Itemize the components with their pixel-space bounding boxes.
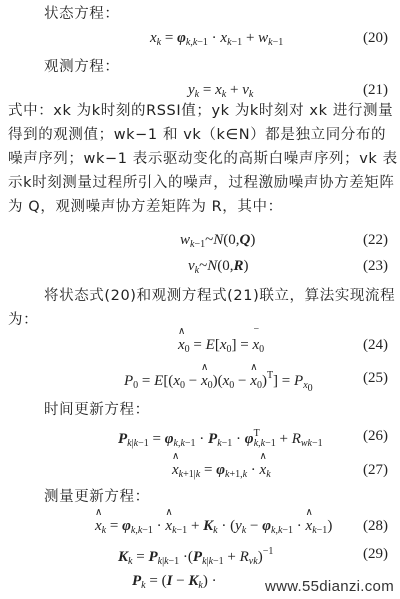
equation-25-formula: $P_0 = E[(x_0$ − ∧ $x_0)(x_0$ − ∧ $x_0)^T] = P_{x_0}$ bbox=[124, 370, 313, 394]
equation-27-number: (27) bbox=[363, 462, 388, 478]
equation-25-number: (25) bbox=[363, 370, 388, 386]
equation-23-number: (23) bbox=[363, 258, 388, 274]
heading-state-equation: 状态方程： bbox=[44, 6, 120, 22]
heading-observation-equation: 观测方程： bbox=[44, 59, 120, 75]
heading-time-update: 时间更新方程： bbox=[44, 402, 150, 418]
equation-21-formula: $y_k = x_k + v_k$ bbox=[188, 82, 254, 100]
definitions-paragraph: 式中：xk 为k时刻的RSSI值；yk 为k时刻对 xk 进行测量得到的观测值；wk−1 和 vk（k∈N）都是独立同分布的噪声序列；wk−1 表示驱动变化的高斯白噪声序列；vk 表示k时刻测量过程所引入的噪声，过程激励噪声协方差矩阵为 Q，观测噪声协方差矩阵为 R，其中： bbox=[8, 103, 398, 215]
equation-23 bbox=[0, 258, 400, 284]
equation-28-formula: ∧ $x_k = \varphi_{k,k-1}$ · ∧ $x_{k-1} + K_k \cdot (y_k - \varphi_{k,k-1}$ · ∧ $x_{k-1}$) bbox=[95, 518, 332, 536]
equation-20 bbox=[0, 30, 400, 56]
equation-20-number: (20) bbox=[363, 30, 388, 46]
equation-29-formula: $K_k = P_{k|k-1} \cdot(P_{k|k-1} + R_{vk})^{-1}$ bbox=[118, 546, 274, 567]
equation-20-formula: $x_k = \varphi_{k,k-1} \cdot x_{k-1} + w_{k-1}$ bbox=[150, 30, 284, 48]
equation-28 bbox=[0, 518, 400, 544]
equation-24-number: (24) bbox=[363, 337, 388, 353]
equation-26-formula: $P_{k|k-1} = \varphi_{k,k-1} \cdot P_{k-1} \cdot \varphi^T_{k,k-1} + R_{wk-1}$ bbox=[118, 428, 323, 449]
equation-21-number: (21) bbox=[363, 82, 388, 98]
equation-24 bbox=[0, 337, 400, 363]
equation-29 bbox=[0, 546, 400, 572]
equation-22-number: (22) bbox=[363, 232, 388, 248]
watermark: www.55dianzi.com bbox=[264, 578, 394, 595]
equation-30-formula: $P_k = (I - K_k)$ · bbox=[132, 573, 217, 591]
equation-22 bbox=[0, 232, 400, 258]
heading-measurement-update: 测量更新方程： bbox=[44, 489, 150, 505]
equation-28-number: (28) bbox=[363, 518, 388, 534]
equation-23-formula: $v_k\sim N(0,R)$ bbox=[188, 258, 249, 276]
equation-26 bbox=[0, 428, 400, 454]
equation-22-formula: $w_{k-1}\sim N(0,Q)$ bbox=[180, 232, 256, 250]
combine-paragraph: 将状态式(20)和观测方程式(21)联立，算法实现流程为： bbox=[8, 288, 396, 328]
equation-26-number: (26) bbox=[363, 428, 388, 444]
equation-25 bbox=[0, 370, 400, 396]
equation-27-formula: ∧ $x_{k+1|k} = \varphi_{k+1,k}$ · ∧ $x_k$ bbox=[172, 462, 271, 480]
equation-24-formula: ∧ $x_0 = E[x_0]$ = − $x_0$ bbox=[178, 337, 264, 355]
equation-29-number: (29) bbox=[363, 546, 388, 562]
